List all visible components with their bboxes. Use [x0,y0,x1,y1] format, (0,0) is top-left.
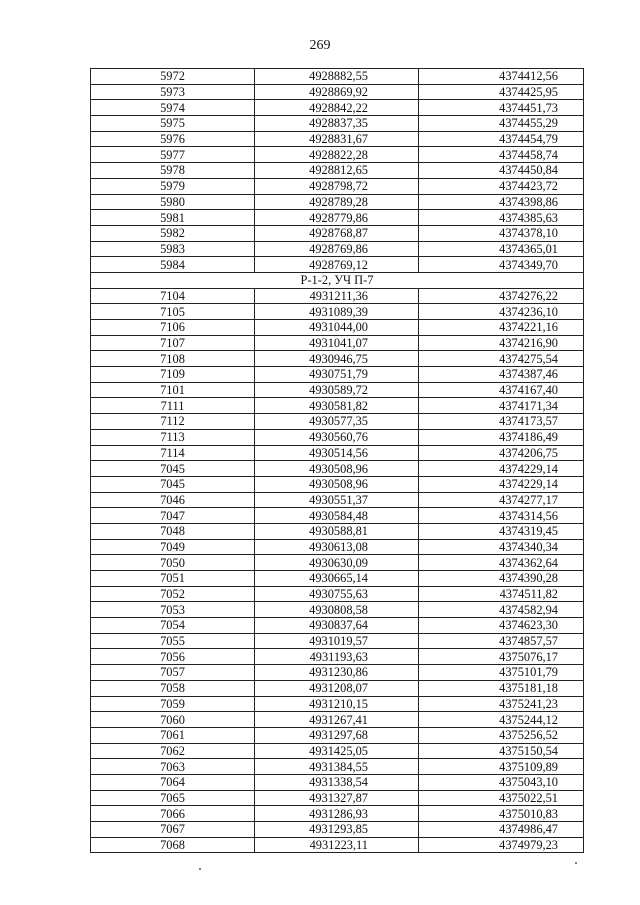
point-number-cell: 7048 [91,523,255,539]
table-row [91,649,584,665]
table-row [91,837,584,853]
y-coordinate-cell: 4375101,79 [419,665,584,681]
point-number-cell: 7064 [91,774,255,790]
x-coordinate-cell: 4931293,85 [255,822,419,838]
point-number-cell: 7063 [91,759,255,775]
point-number-cell: 7107 [91,335,255,351]
x-coordinate-cell: 4930588,81 [255,523,419,539]
x-coordinate-cell: 4928842,22 [255,100,419,116]
point-number-cell: 7111 [91,398,255,414]
point-number-cell: 7108 [91,351,255,367]
point-number-cell: 5979 [91,178,255,194]
point-number-cell: 5977 [91,147,255,163]
y-coordinate-cell: 4374229,14 [419,461,584,477]
table-section-header [91,272,584,288]
x-coordinate-cell: 4928769,12 [255,257,419,273]
y-coordinate-cell: 4374349,70 [419,257,584,273]
x-coordinate-cell: 4931193,63 [255,649,419,665]
table-row [91,539,584,555]
table-row [91,806,584,822]
y-coordinate-cell: 4374173,57 [419,414,584,430]
point-number-cell: 5978 [91,163,255,179]
y-coordinate-cell: 4375043,10 [419,774,584,790]
x-coordinate-cell: 4928822,28 [255,147,419,163]
point-number-cell: 7047 [91,508,255,524]
x-coordinate-cell: 4931297,68 [255,727,419,743]
page-number: 269 [309,38,331,53]
point-number-cell: 7046 [91,492,255,508]
table-row [91,790,584,806]
x-coordinate-cell: 4931425,05 [255,743,419,759]
table-section-b [91,288,584,853]
point-number-cell: 7068 [91,837,255,853]
point-number-cell: 7061 [91,727,255,743]
table-row [91,304,584,320]
table-row [91,665,584,681]
point-number-cell: 5973 [91,84,255,100]
y-coordinate-cell: 4375076,17 [419,649,584,665]
point-number-cell: 5982 [91,225,255,241]
point-number-cell: 7049 [91,539,255,555]
y-coordinate-cell: 4374221,16 [419,320,584,336]
point-number-cell: 5983 [91,241,255,257]
y-coordinate-cell: 4374582,94 [419,602,584,618]
table-row [91,586,584,602]
x-coordinate-cell: 4928812,65 [255,163,419,179]
x-coordinate-cell: 4930613,08 [255,539,419,555]
y-coordinate-cell: 4375181,18 [419,680,584,696]
y-coordinate-cell: 4374412,56 [419,69,584,85]
table-row [91,555,584,571]
table-row [91,367,584,383]
x-coordinate-cell: 4930837,64 [255,618,419,634]
table-row [91,633,584,649]
y-coordinate-cell: 4374277,17 [419,492,584,508]
y-coordinate-cell: 4374423,72 [419,178,584,194]
table-row [91,774,584,790]
x-coordinate-cell: 4931211,36 [255,288,419,304]
point-number-cell: 7105 [91,304,255,320]
y-coordinate-cell: 4374378,10 [419,225,584,241]
x-coordinate-cell: 4930508,96 [255,476,419,492]
y-coordinate-cell: 4374455,29 [419,116,584,132]
y-coordinate-cell: 4375150,54 [419,743,584,759]
x-coordinate-cell: 4931327,87 [255,790,419,806]
x-coordinate-cell: 4928869,92 [255,84,419,100]
x-coordinate-cell: 4931384,55 [255,759,419,775]
x-coordinate-cell: 4931041,07 [255,335,419,351]
table-row [91,320,584,336]
x-coordinate-cell: 4930577,35 [255,414,419,430]
point-number-cell: 7052 [91,586,255,602]
point-number-cell: 7109 [91,367,255,383]
table-row [91,602,584,618]
y-coordinate-cell: 4375244,12 [419,712,584,728]
y-coordinate-cell: 4374171,34 [419,398,584,414]
table-row [91,476,584,492]
x-coordinate-cell: 4931338,54 [255,774,419,790]
x-coordinate-cell: 4928769,86 [255,241,419,257]
y-coordinate-cell: 4374458,74 [419,147,584,163]
x-coordinate-cell: 4931210,15 [255,696,419,712]
y-coordinate-cell: 4374623,30 [419,618,584,634]
table-row [91,618,584,634]
x-coordinate-cell: 4930589,72 [255,382,419,398]
y-coordinate-cell: 4374276,22 [419,288,584,304]
point-number-cell: 5984 [91,257,255,273]
y-coordinate-cell: 4374857,57 [419,633,584,649]
x-coordinate-cell: 4931267,41 [255,712,419,728]
table-row [91,571,584,587]
x-coordinate-cell: 4928789,28 [255,194,419,210]
x-coordinate-cell: 4930755,63 [255,586,419,602]
table-row [91,84,584,100]
y-coordinate-cell: 4375010,83 [419,806,584,822]
table-row [91,210,584,226]
y-coordinate-cell: 4374511,82 [419,586,584,602]
table-row [91,178,584,194]
y-coordinate-cell: 4374387,46 [419,367,584,383]
y-coordinate-cell: 4374454,79 [419,131,584,147]
y-coordinate-cell: 4374229,14 [419,476,584,492]
y-coordinate-cell: 4374362,64 [419,555,584,571]
y-coordinate-cell: 4374390,28 [419,571,584,587]
point-number-cell: 7057 [91,665,255,681]
x-coordinate-cell: 4931223,11 [255,837,419,853]
x-coordinate-cell: 4930808,58 [255,602,419,618]
table-row [91,257,584,273]
point-number-cell: 7053 [91,602,255,618]
x-coordinate-cell: 4928882,55 [255,69,419,85]
point-number-cell: 7065 [91,790,255,806]
x-coordinate-cell: 4930946,75 [255,351,419,367]
section-label: Р-1-2, УЧ П-7 [91,272,584,288]
x-coordinate-cell: 4930584,48 [255,508,419,524]
y-coordinate-cell: 4374236,10 [419,304,584,320]
y-coordinate-cell: 4374340,34 [419,539,584,555]
y-coordinate-cell: 4374206,75 [419,445,584,461]
x-coordinate-cell: 4930581,82 [255,398,419,414]
point-number-cell: 7101 [91,382,255,398]
table-row [91,680,584,696]
table-row [91,69,584,85]
point-number-cell: 5980 [91,194,255,210]
table-row [91,822,584,838]
table-row [91,163,584,179]
table-row [91,288,584,304]
x-coordinate-cell: 4930551,37 [255,492,419,508]
coordinates-table [90,68,584,853]
table-row [91,147,584,163]
y-coordinate-cell: 4375241,23 [419,696,584,712]
y-coordinate-cell: 4374365,01 [419,241,584,257]
x-coordinate-cell: 4930508,96 [255,461,419,477]
point-number-cell: 7056 [91,649,255,665]
point-number-cell: 7058 [91,680,255,696]
y-coordinate-cell: 4374986,47 [419,822,584,838]
table-row [91,429,584,445]
y-coordinate-cell: 4374319,45 [419,523,584,539]
x-coordinate-cell: 4930514,56 [255,445,419,461]
point-number-cell: 7113 [91,429,255,445]
table-row [91,335,584,351]
y-coordinate-cell: 4374186,49 [419,429,584,445]
point-number-cell: 7112 [91,414,255,430]
table-row [91,523,584,539]
table-row [91,351,584,367]
table-row [91,241,584,257]
x-coordinate-cell: 4931230,86 [255,665,419,681]
table-row [91,398,584,414]
y-coordinate-cell: 4374216,90 [419,335,584,351]
table-row [91,508,584,524]
point-number-cell: 7059 [91,696,255,712]
scan-speck [199,868,201,870]
table-row [91,225,584,241]
y-coordinate-cell: 4374979,23 [419,837,584,853]
x-coordinate-cell: 4931044,00 [255,320,419,336]
table-row [91,461,584,477]
x-coordinate-cell: 4928779,86 [255,210,419,226]
x-coordinate-cell: 4930665,14 [255,571,419,587]
section-header-row [91,272,584,288]
point-number-cell: 5976 [91,131,255,147]
table-row [91,116,584,132]
x-coordinate-cell: 4928768,87 [255,225,419,241]
table-section-a [91,69,584,273]
table-row [91,445,584,461]
scan-speck [575,862,577,864]
x-coordinate-cell: 4930630,09 [255,555,419,571]
x-coordinate-cell: 4931286,93 [255,806,419,822]
table-row [91,743,584,759]
table-row [91,492,584,508]
point-number-cell: 7051 [91,571,255,587]
point-number-cell: 5972 [91,69,255,85]
point-number-cell: 7055 [91,633,255,649]
point-number-cell: 5974 [91,100,255,116]
table-row [91,759,584,775]
y-coordinate-cell: 4375022,51 [419,790,584,806]
point-number-cell: 7060 [91,712,255,728]
table-row [91,194,584,210]
y-coordinate-cell: 4375256,52 [419,727,584,743]
y-coordinate-cell: 4374450,84 [419,163,584,179]
y-coordinate-cell: 4375109,89 [419,759,584,775]
point-number-cell: 7066 [91,806,255,822]
x-coordinate-cell: 4930560,76 [255,429,419,445]
point-number-cell: 7054 [91,618,255,634]
y-coordinate-cell: 4374314,56 [419,508,584,524]
x-coordinate-cell: 4930751,79 [255,367,419,383]
table-row [91,712,584,728]
point-number-cell: 7067 [91,822,255,838]
point-number-cell: 5981 [91,210,255,226]
point-number-cell: 7106 [91,320,255,336]
table-row [91,131,584,147]
point-number-cell: 7114 [91,445,255,461]
table-row [91,727,584,743]
table-row [91,100,584,116]
y-coordinate-cell: 4374398,86 [419,194,584,210]
y-coordinate-cell: 4374167,40 [419,382,584,398]
point-number-cell: 7050 [91,555,255,571]
point-number-cell: 7045 [91,461,255,477]
x-coordinate-cell: 4931089,39 [255,304,419,320]
y-coordinate-cell: 4374451,73 [419,100,584,116]
point-number-cell: 7104 [91,288,255,304]
x-coordinate-cell: 4931019,57 [255,633,419,649]
y-coordinate-cell: 4374275,54 [419,351,584,367]
x-coordinate-cell: 4928837,35 [255,116,419,132]
point-number-cell: 7045 [91,476,255,492]
point-number-cell: 5975 [91,116,255,132]
table-row [91,382,584,398]
table-row [91,414,584,430]
point-number-cell: 7062 [91,743,255,759]
y-coordinate-cell: 4374425,95 [419,84,584,100]
x-coordinate-cell: 4928831,67 [255,131,419,147]
x-coordinate-cell: 4931208,07 [255,680,419,696]
table-row [91,696,584,712]
y-coordinate-cell: 4374385,63 [419,210,584,226]
x-coordinate-cell: 4928798,72 [255,178,419,194]
